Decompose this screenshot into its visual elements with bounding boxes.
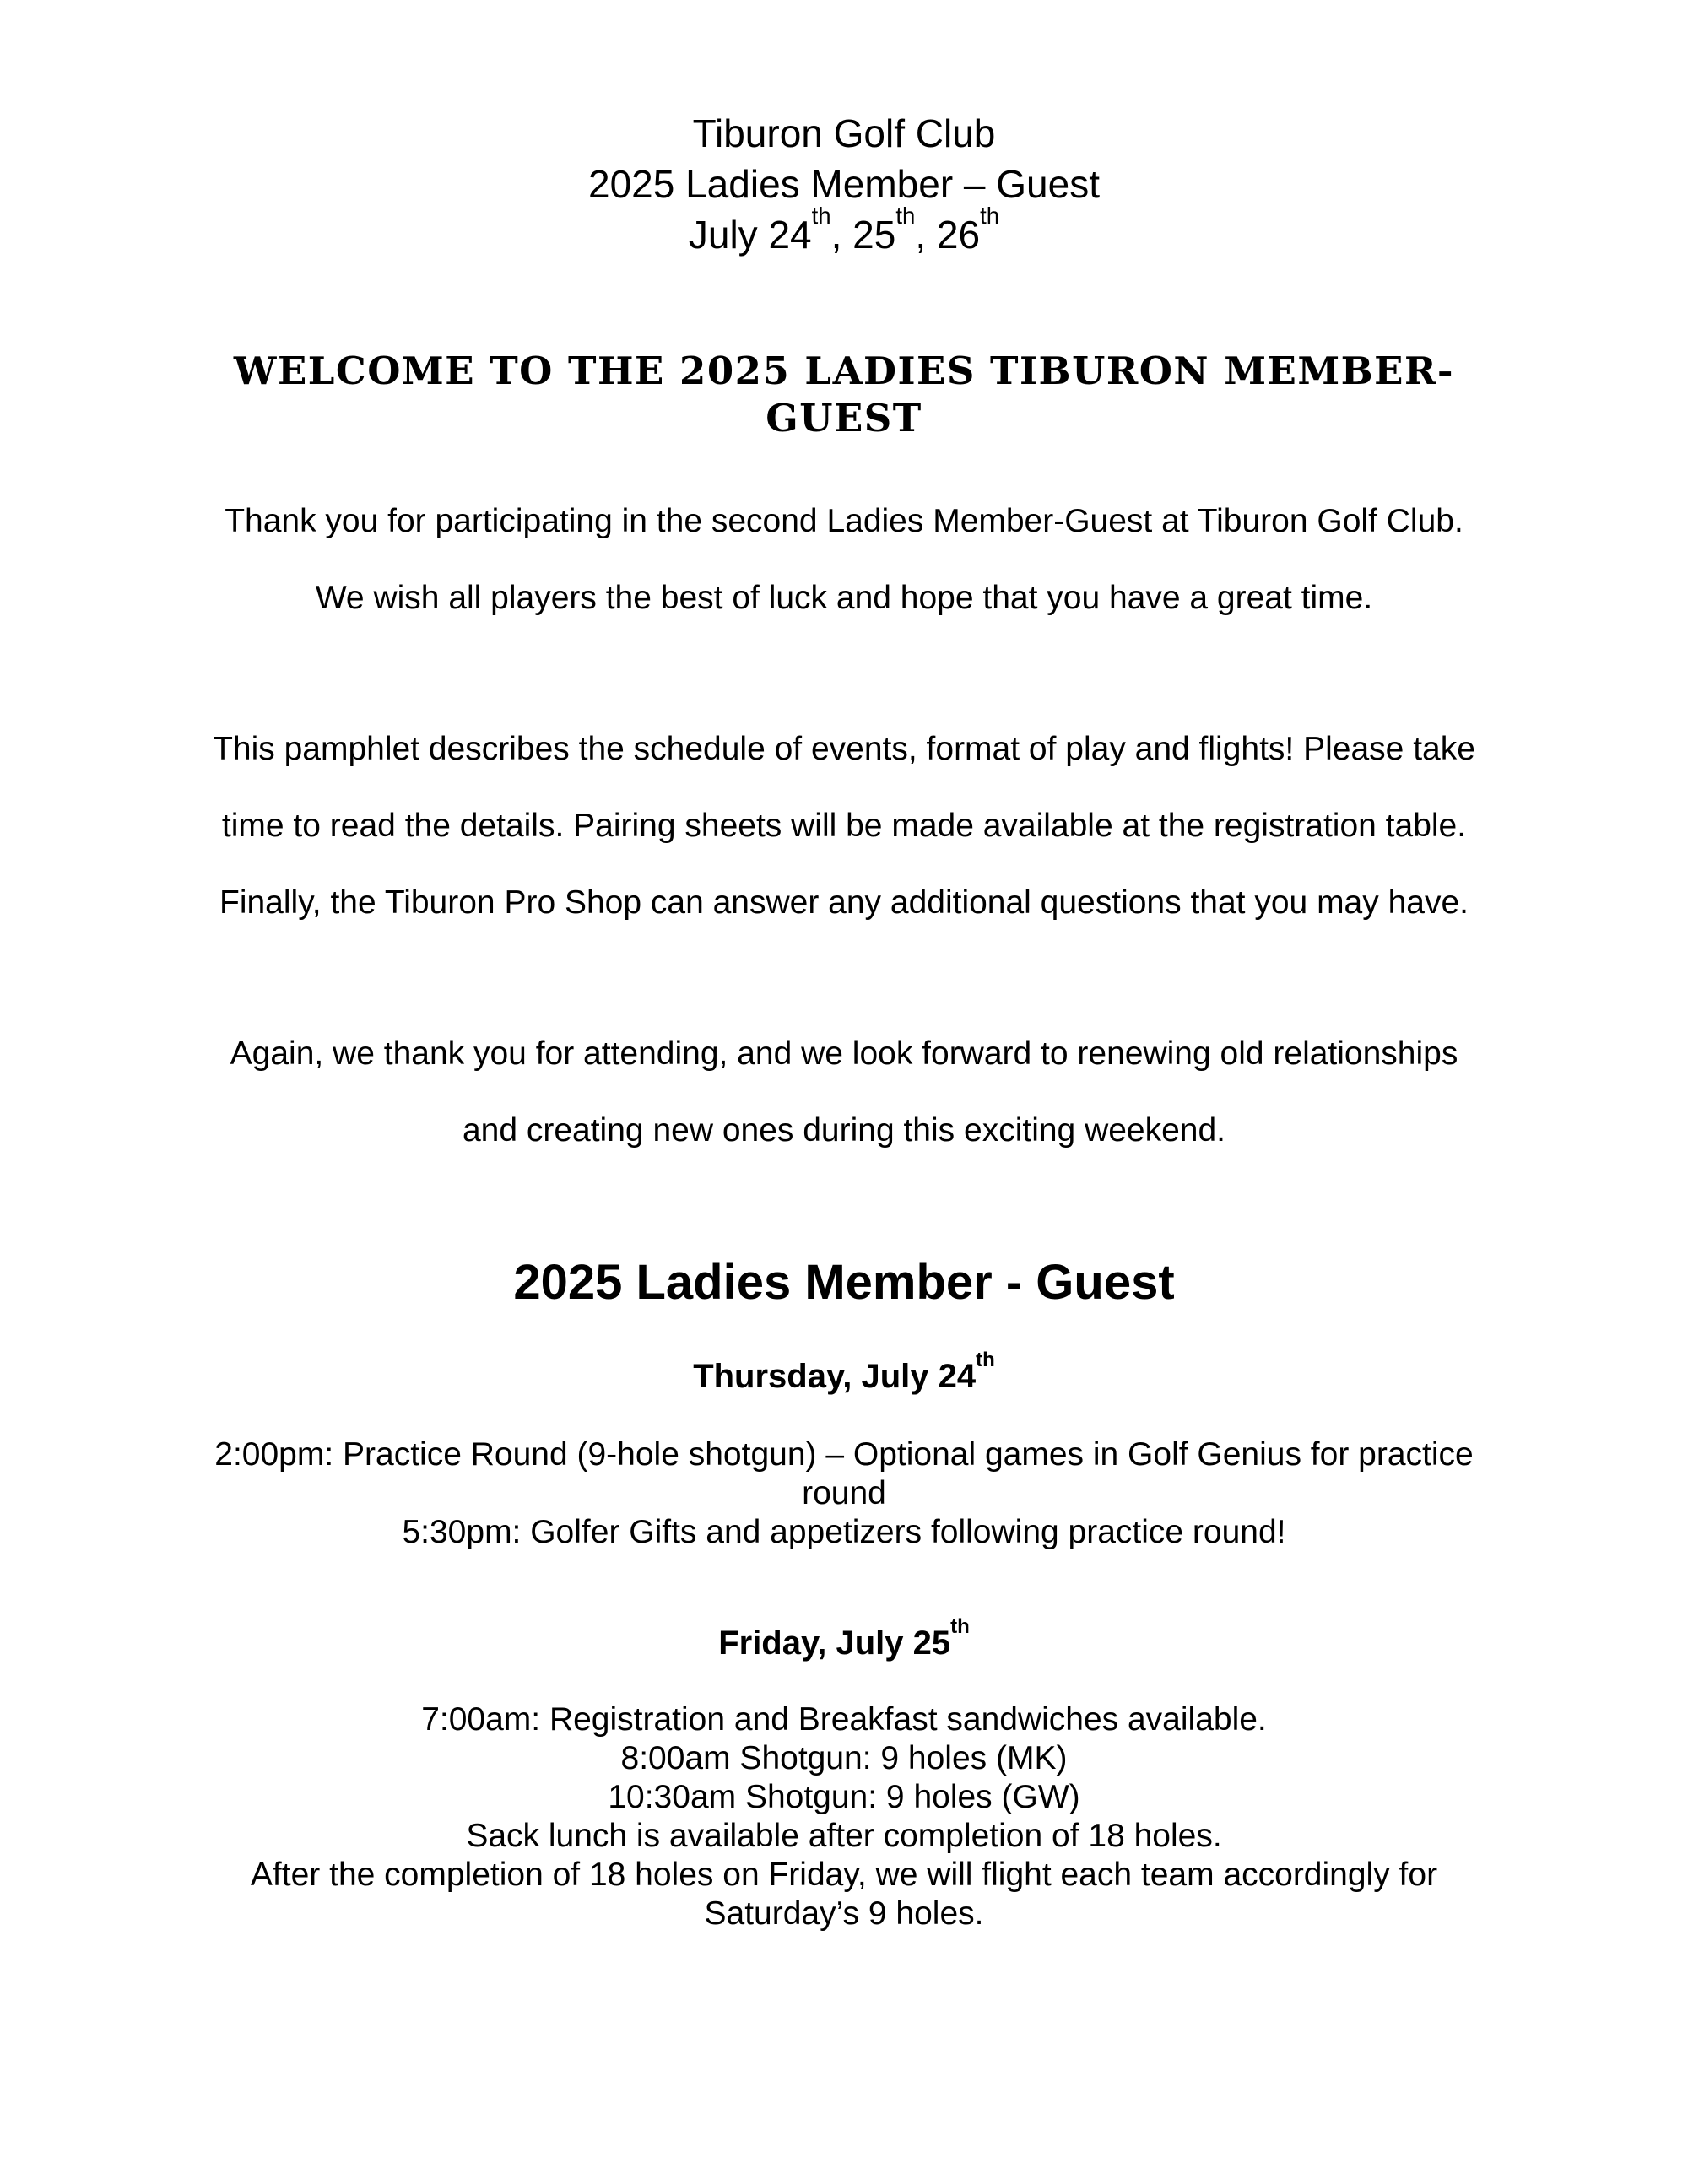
paragraph-line: Finally, the Tiburon Pro Shop can answer any additional questions that you may have. — [219, 884, 1469, 921]
paragraph-line: and creating new ones during this exciting weekend. — [462, 1112, 1226, 1149]
date-superscript-3: th — [980, 203, 1000, 230]
friday-heading-text: Friday, July 25 — [718, 1624, 951, 1662]
document-title-block — [198, 108, 1490, 260]
schedule-line: 5:30pm: Golfer Gifts and appetizers following practice round! — [402, 1514, 1286, 1550]
paragraph-line: We wish all players the best of luck and hope that you have a great time. — [315, 580, 1373, 616]
schedule-line: 10:30am Shotgun: 9 holes (GW) — [608, 1779, 1080, 1815]
title-club-name: Tiburon Golf Club — [692, 111, 996, 155]
schedule-line: 2:00pm: Practice Round (9-hole shotgun) – Optional games in Golf Genius for practice — [214, 1436, 1474, 1473]
paragraph-pamphlet — [198, 711, 1490, 941]
date-superscript-2: th — [895, 203, 916, 230]
schedule-line: Saturday’s 9 holes. — [704, 1895, 984, 1932]
schedule-line: 8:00am Shotgun: 9 holes (MK) — [620, 1740, 1068, 1776]
title-date-line — [198, 203, 1490, 260]
thursday-heading-superscript: th — [976, 1348, 995, 1371]
paragraph-thanks — [198, 483, 1490, 636]
paragraph-closing — [198, 1015, 1490, 1169]
schedule-line: After the completion of 18 holes on Friday, we will flight each team accordingly for — [250, 1857, 1438, 1893]
paragraph-line: time to read the details. Pairing sheets will be made available at the registration table. — [221, 808, 1467, 844]
thursday-heading-text: Thursday, July 24 — [693, 1358, 977, 1395]
title-event-name: 2025 Ladies Member – Guest — [587, 162, 1101, 206]
thursday-heading — [198, 1348, 1490, 1397]
paragraph-line: This pamphlet describes the schedule of events, format of play and flights! Please take — [213, 731, 1475, 767]
paragraph-line: Again, we thank you for attending, and we look forward to renewing old relationships — [230, 1035, 1458, 1072]
paragraph-line: Thank you for participating in the second Ladies Member-Guest at Tiburon Golf Club. — [225, 503, 1463, 539]
friday-schedule — [198, 1700, 1490, 1933]
schedule-line: 7:00am: Registration and Breakfast sandwiches available. — [421, 1701, 1267, 1738]
friday-heading-superscript: th — [950, 1614, 970, 1638]
schedule-line: Sack lunch is available after completion of 18 holes. — [466, 1818, 1222, 1854]
friday-heading — [198, 1614, 1490, 1663]
date-part-1: July 24 — [688, 213, 812, 257]
thursday-schedule — [198, 1435, 1490, 1552]
date-part-3: , 26 — [915, 213, 981, 257]
welcome-heading: WELCOME TO THE 2025 LADIES TIBURON MEMBER-GUEST — [233, 349, 1455, 441]
schedule-line: round — [802, 1475, 886, 1511]
schedule-main-heading: 2025 Ladies Member - Guest — [513, 1255, 1175, 1310]
date-part-2: , 25 — [830, 213, 896, 257]
date-superscript-1: th — [811, 203, 831, 230]
